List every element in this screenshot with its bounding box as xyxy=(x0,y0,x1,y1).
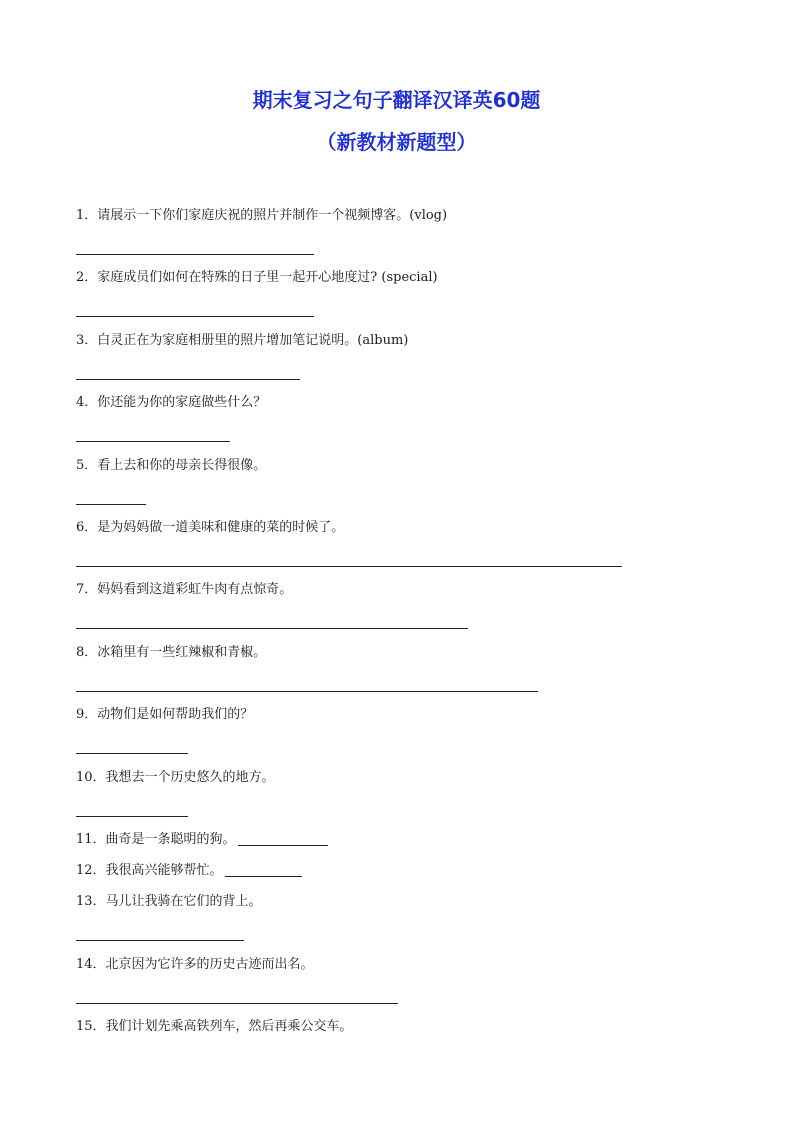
question-text: 我想去一个历史悠久的地方。 xyxy=(105,770,275,785)
answer-line-7[interactable] xyxy=(76,628,468,629)
question-number: 14． xyxy=(76,957,106,972)
question-number: 13． xyxy=(76,894,106,909)
answer-line-10[interactable] xyxy=(76,816,188,817)
question-12 xyxy=(76,863,302,879)
answer-line-4[interactable] xyxy=(76,441,230,442)
question-number: 12． xyxy=(76,863,106,878)
question-13 xyxy=(76,894,262,910)
answer-line-8[interactable] xyxy=(76,691,538,692)
question-text: 白灵正在为家庭相册里的照片增加笔记说明。(album) xyxy=(97,333,409,348)
answer-line-6[interactable] xyxy=(76,566,622,567)
question-10 xyxy=(76,770,275,786)
question-1 xyxy=(76,208,447,224)
answer-line-12[interactable] xyxy=(225,876,302,877)
question-4 xyxy=(76,395,266,411)
question-number: 1． xyxy=(76,208,98,223)
page-title: 期末复习之句子翻译汉译英60题 xyxy=(252,88,541,112)
question-number: 10． xyxy=(76,770,106,785)
question-number: 5． xyxy=(76,458,98,473)
answer-line-5[interactable] xyxy=(76,504,146,505)
question-text: 请展示一下你们家庭庆祝的照片并制作一个视频博客。(vlog) xyxy=(97,208,448,223)
question-text: 马儿让我骑在它们的背上。 xyxy=(105,894,262,909)
question-2 xyxy=(76,270,438,286)
question-text: 我们计划先乘高铁列车，然后再乘公交车。 xyxy=(105,1019,353,1034)
answer-line-13[interactable] xyxy=(76,940,244,941)
question-9 xyxy=(76,707,253,723)
question-number: 3． xyxy=(76,333,98,348)
question-6 xyxy=(76,520,344,536)
question-text: 家庭成员们如何在特殊的日子里一起开心地度过? (special) xyxy=(97,270,438,285)
page-subtitle: （新教材新题型） xyxy=(316,130,477,154)
question-text: 北京因为它许多的历史古迹而出名。 xyxy=(105,957,314,972)
answer-line-11[interactable] xyxy=(238,845,328,846)
question-text: 看上去和你的母亲长得很像。 xyxy=(97,458,267,473)
question-number: 7． xyxy=(76,582,98,597)
question-text: 我很高兴能够帮忙。 xyxy=(105,863,223,878)
answer-line-3[interactable] xyxy=(76,379,300,380)
question-text: 是为妈妈做一道美味和健康的菜的时候了。 xyxy=(97,520,345,535)
answer-line-1[interactable] xyxy=(76,254,314,255)
question-number: 8． xyxy=(76,645,98,660)
question-8 xyxy=(76,645,266,661)
question-5 xyxy=(76,458,266,474)
question-15 xyxy=(76,1019,353,1035)
question-text: 冰箱里有一些红辣椒和青椒。 xyxy=(97,645,267,660)
question-11 xyxy=(76,832,328,848)
question-number: 15． xyxy=(76,1019,106,1034)
question-number: 2． xyxy=(76,270,98,285)
question-14 xyxy=(76,957,314,973)
question-7 xyxy=(76,582,292,598)
question-number: 4． xyxy=(76,395,98,410)
question-number: 6． xyxy=(76,520,98,535)
question-text: 曲奇是一条聪明的狗。 xyxy=(105,832,236,847)
answer-line-2[interactable] xyxy=(76,316,314,317)
question-text: 妈妈看到这道彩虹牛肉有点惊奇。 xyxy=(97,582,293,597)
question-text: 你还能为你的家庭做些什么？ xyxy=(97,395,267,410)
question-number: 11． xyxy=(76,832,106,847)
answer-line-9[interactable] xyxy=(76,753,188,754)
question-3 xyxy=(76,333,408,349)
answer-line-14[interactable] xyxy=(76,1003,398,1004)
question-text: 动物们是如何帮助我们的？ xyxy=(97,707,254,722)
question-number: 9． xyxy=(76,707,98,722)
